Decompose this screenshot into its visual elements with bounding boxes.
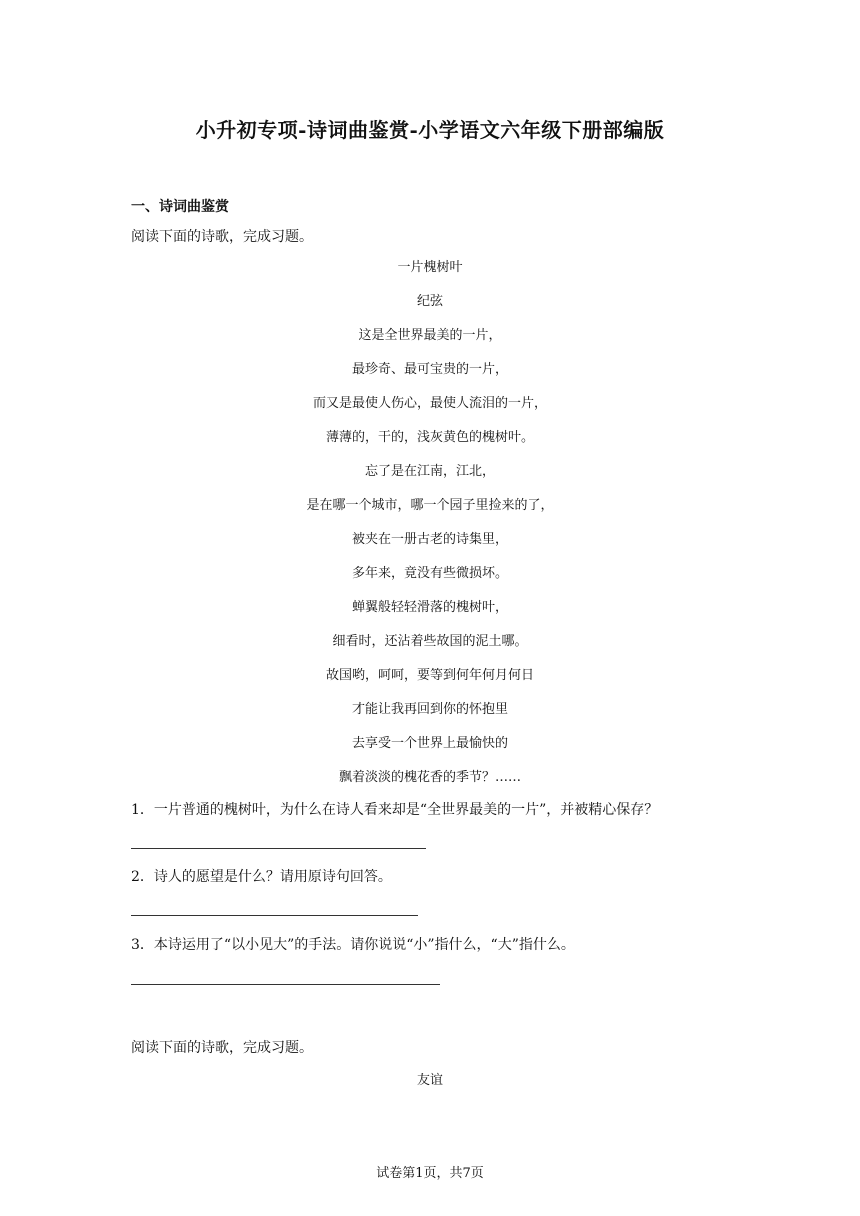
question-2: 2．诗人的愿望是什么？请用原诗句回答。 [131, 869, 392, 885]
poem-line: 薄薄的，干的，浅灰黄色的槐树叶。 [325, 430, 534, 445]
poem-line: 才能让我再回到你的怀抱里 [351, 702, 508, 717]
poem-2-title: 友谊 [416, 1073, 443, 1088]
answer-line-2[interactable] [131, 915, 418, 916]
poem-line: 故国哟，呵呵，要等到何年何月何日 [325, 668, 534, 683]
page-footer: 试卷第1页，共7页 [376, 1166, 484, 1181]
poem-line: 忘了是在江南，江北， [364, 464, 495, 479]
poem-line: 飘着淡淡的槐花香的季节？…… [338, 770, 521, 785]
poem-line: 是在哪一个城市，哪一个园子里捡来的了， [306, 498, 554, 513]
poem-line: 细看时，还沾着些故国的泥土哪。 [332, 634, 528, 649]
poem-line: 最珍奇、最可宝贵的一片， [351, 362, 508, 377]
poem-line: 被夹在一册古老的诗集里， [351, 532, 508, 547]
question-3: 3．本诗运用了“以小见大”的手法。请你说说“小”指什么，“大”指什么。 [131, 937, 575, 953]
poem-line: 蝉翼般轻轻滑落的槐树叶， [351, 600, 508, 615]
reading-instruction: 阅读下面的诗歌，完成习题。 [131, 229, 313, 245]
answer-line-3[interactable] [131, 984, 440, 985]
poem-line: 这是全世界最美的一片， [358, 328, 502, 343]
question-1: 1．一片普通的槐树叶，为什么在诗人看来却是“全世界最美的一片”，并被精心保存？ [131, 802, 659, 818]
section-heading: 一、诗词曲鉴赏 [131, 199, 229, 215]
poem-line: 而又是最使人伤心，最使人流泪的一片， [312, 396, 547, 411]
poem-author: 纪弦 [416, 294, 443, 309]
poem-block [0, 258, 860, 802]
reading-instruction-2: 阅读下面的诗歌，完成习题。 [131, 1040, 313, 1056]
page-title: 小升初专项-诗词曲鉴赏-小学语文六年级下册部编版 [195, 118, 665, 142]
poem-title: 一片槐树叶 [397, 260, 463, 275]
poem-line: 多年来，竟没有些微损坏。 [351, 566, 508, 581]
answer-line-1[interactable] [131, 848, 426, 849]
poem-line: 去享受一个世界上最愉快的 [351, 736, 508, 751]
